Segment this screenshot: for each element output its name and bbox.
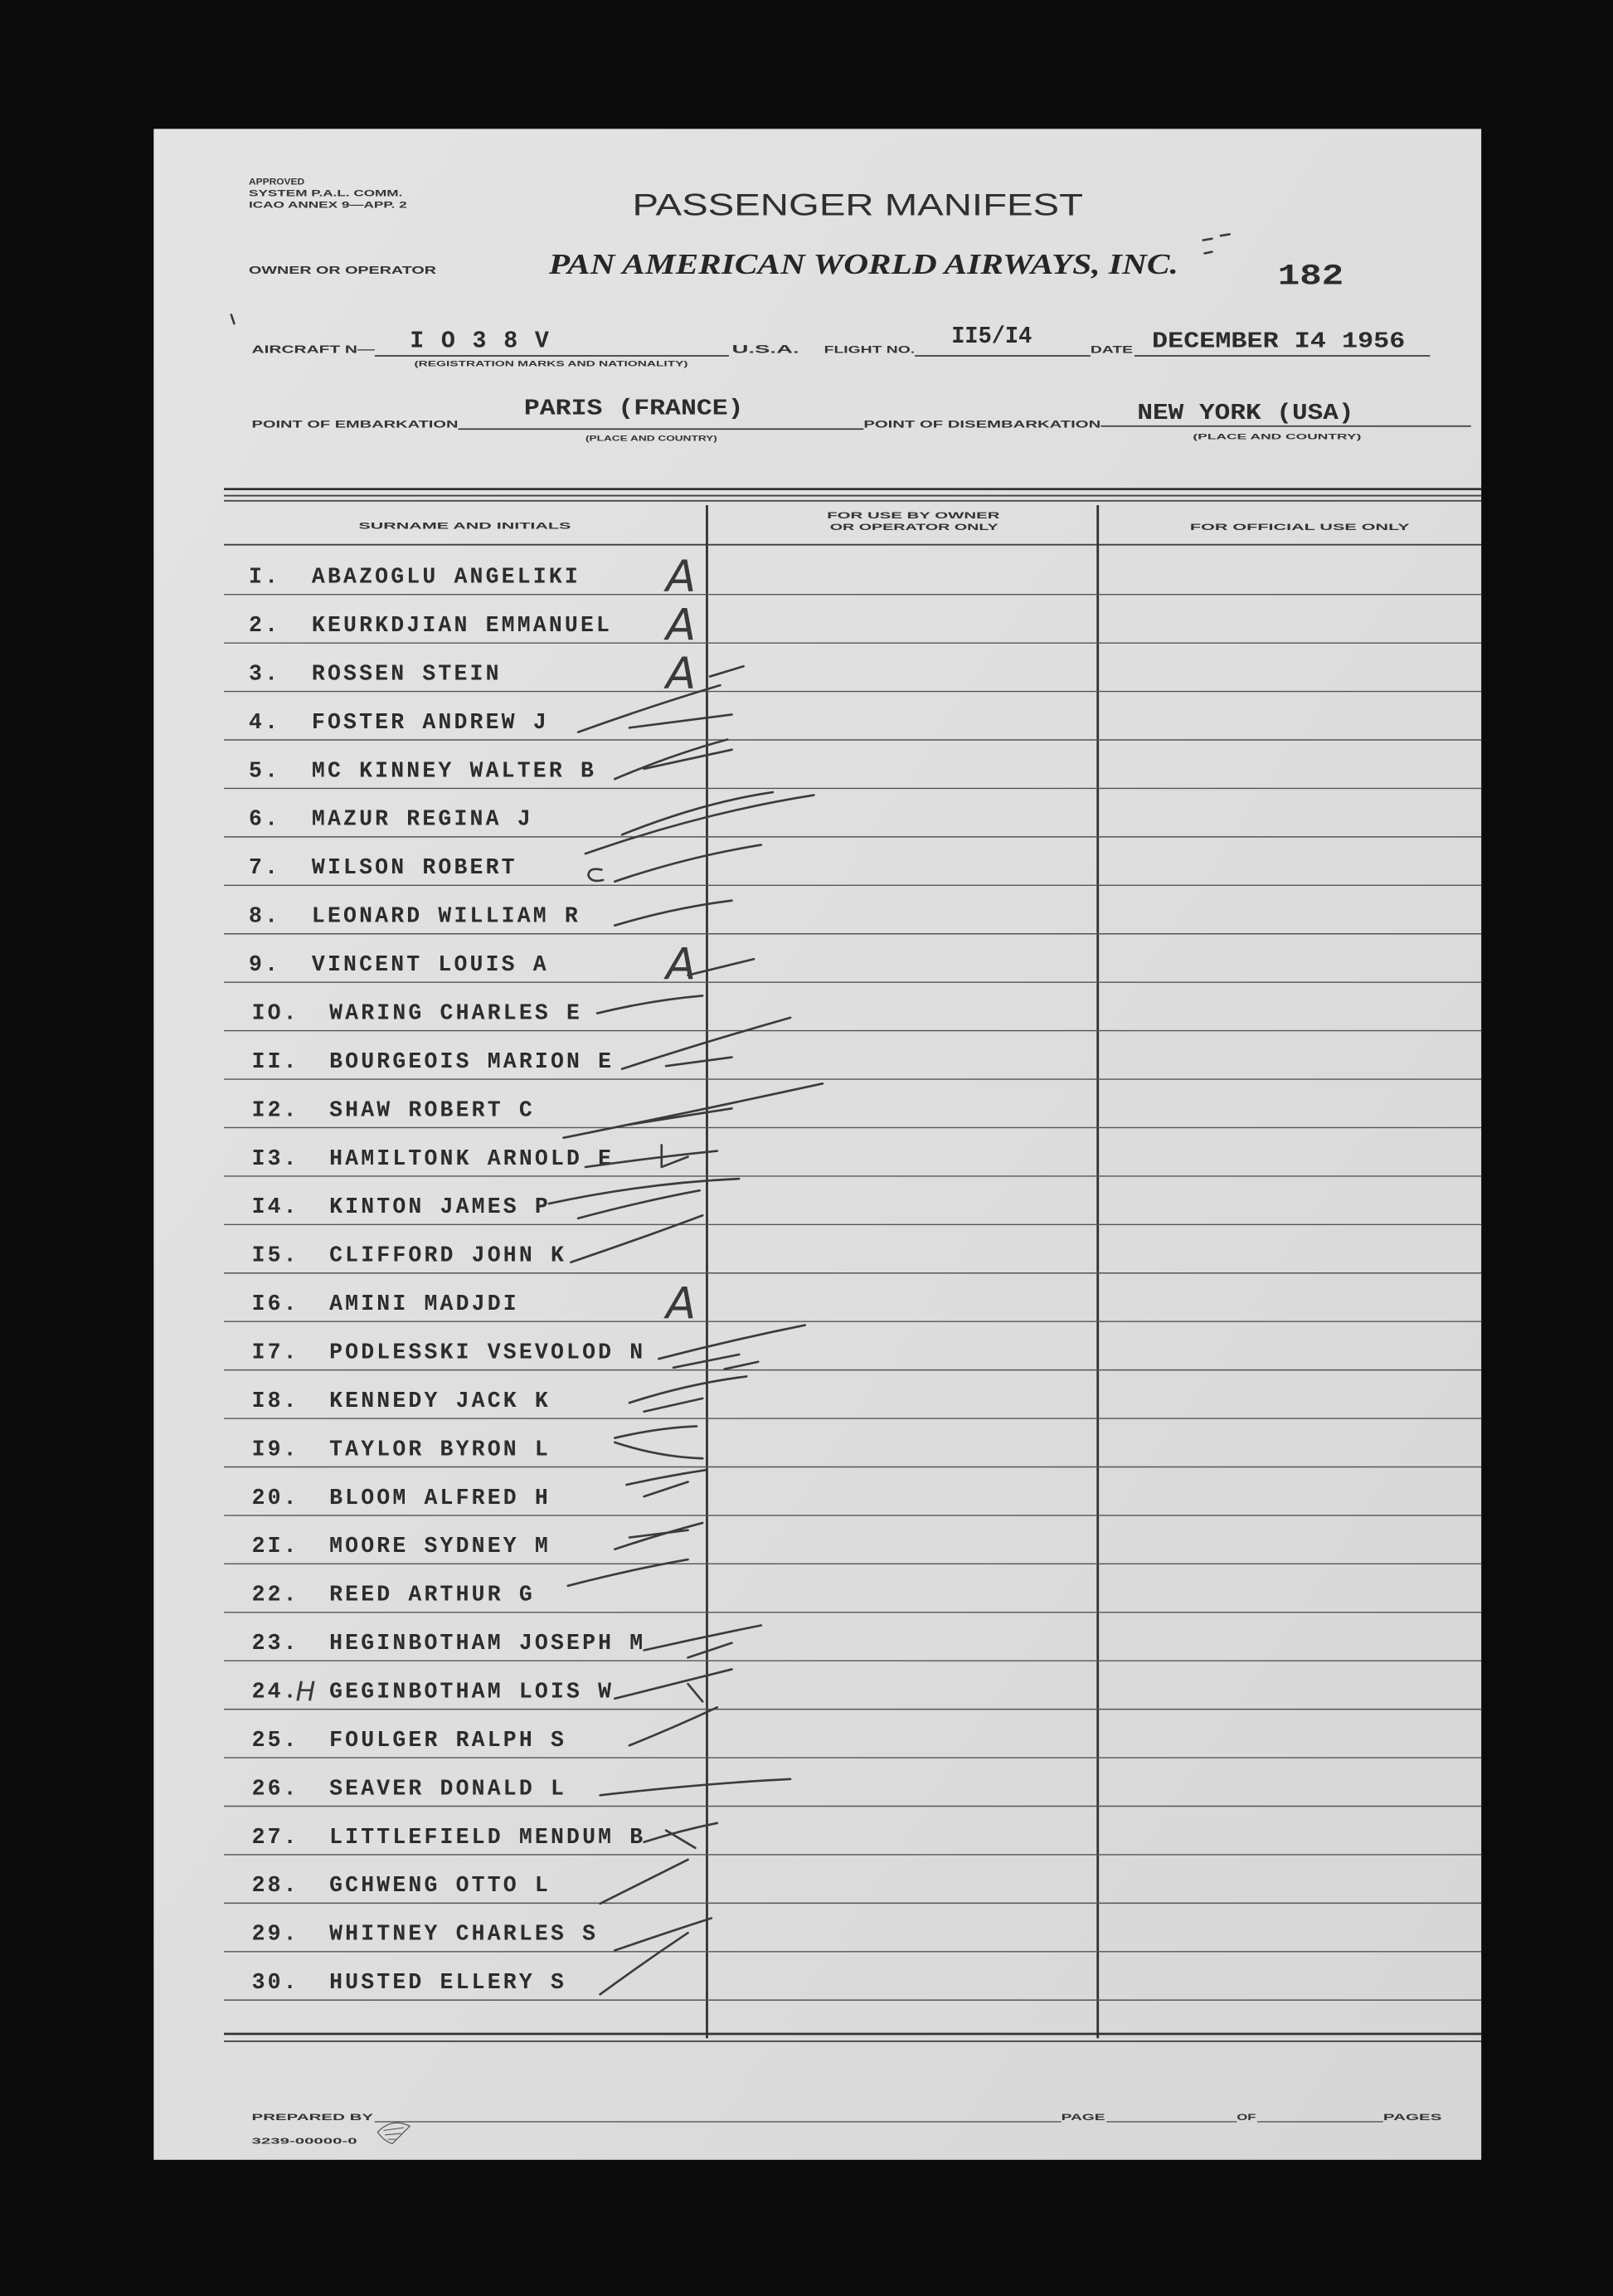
passenger-name: KINTON JAMES P: [329, 1194, 551, 1220]
table-row: [252, 1728, 566, 1753]
date-label: DATE: [1090, 343, 1134, 356]
handwritten-annotation: A: [666, 939, 697, 990]
page-title: PASSENGER MANIFEST: [632, 187, 1084, 222]
row-number: I8.: [251, 1388, 299, 1413]
passenger-name: LEONARD WILLIAM R: [311, 903, 581, 929]
table-row: [252, 1970, 566, 1995]
handwritten-correction: H: [295, 1677, 316, 1708]
table-row: [252, 1243, 566, 1268]
owner-label: OWNER OR OPERATOR: [249, 264, 437, 277]
passenger-name: BOURGEOIS MARION E: [329, 1048, 615, 1074]
passenger-name: HEGINBOTHAM JOSEPH M: [329, 1631, 646, 1656]
row-number: II.: [251, 1048, 299, 1074]
row-number: IO.: [251, 1000, 299, 1026]
passenger-name: GCHWENG OTTO L: [329, 1873, 551, 1899]
row-number: 3.: [249, 661, 281, 687]
table-row: [252, 1534, 551, 1559]
row-number: 20.: [251, 1485, 299, 1510]
passenger-name: LITTLEFIELD MENDUM B: [329, 1824, 646, 1850]
passenger-name: FOSTER ANDREW J: [311, 709, 549, 735]
flight-label: FLIGHT NO.: [824, 343, 916, 356]
row-number: 2I.: [251, 1534, 299, 1559]
row-number: I5.: [251, 1243, 299, 1268]
operator-name: PAN AMERICAN WORLD AIRWAYS, INC.: [547, 248, 1178, 281]
handwritten-annotation: A: [666, 600, 697, 651]
column-header-owner-use: OR OPERATOR ONLY: [829, 523, 999, 533]
row-number: I4.: [251, 1194, 299, 1220]
table-row: [252, 1776, 566, 1801]
passenger-name: PODLESSKI VSEVOLOD N: [329, 1340, 646, 1365]
passenger-name: FOULGER RALPH S: [329, 1727, 567, 1753]
passenger-name: MC KINNEY WALTER B: [311, 758, 597, 784]
table-row: [252, 1873, 551, 1898]
usa-label: U.S.A.: [731, 342, 799, 356]
embarkation-label: POINT OF EMBARKATION: [251, 418, 459, 430]
prepared-by-label: PREPARED BY: [251, 2113, 374, 2123]
column-header-surname: SURNAME AND INITIALS: [358, 521, 571, 532]
table-row: [252, 1486, 551, 1510]
row-number: 26.: [251, 1776, 299, 1802]
column-header-owner-use: FOR USE BY OWNER: [827, 510, 1001, 521]
form-number: 3239-00000-0: [251, 2137, 357, 2147]
row-number: 30.: [251, 1970, 299, 1996]
passenger-name: SEAVER DONALD L: [329, 1776, 567, 1802]
passenger-name: AMINI MADJDI: [329, 1292, 519, 1317]
table-row: [252, 1677, 615, 1707]
approval-line: ICAO ANNEX 9—APP. 2: [249, 200, 407, 211]
row-number: 6.: [249, 806, 281, 832]
row-number: 23.: [251, 1631, 299, 1656]
passenger-name: BLOOM ALFRED H: [329, 1485, 551, 1510]
row-number: 29.: [251, 1921, 299, 1947]
passenger-name: HUSTED ELLERY S: [329, 1970, 567, 1996]
passenger-name: KEURKDJIAN EMMANUEL: [311, 613, 613, 639]
passenger-name: CLIFFORD JOHN K: [329, 1243, 567, 1268]
passenger-name: VINCENT LOUIS A: [311, 952, 549, 978]
passenger-name: WHITNEY CHARLES S: [329, 1921, 599, 1947]
row-number: 22.: [251, 1582, 299, 1608]
table-row: [252, 1389, 551, 1413]
passenger-name: WARING CHARLES E: [329, 1000, 583, 1026]
aircraft-label: AIRCRAFT N—: [251, 343, 377, 356]
row-number: 2.: [249, 613, 281, 639]
approval-line: SYSTEM P.A.L. COMM.: [249, 188, 403, 199]
passenger-name: HAMILTONK ARNOLD E: [329, 1146, 615, 1171]
column-header-official: FOR OFFICIAL USE ONLY: [1189, 523, 1411, 533]
embarkation-place: PARIS (FRANCE): [523, 396, 744, 421]
row-number: I6.: [251, 1292, 299, 1317]
row-number: 28.: [251, 1873, 299, 1899]
row-number: I2.: [251, 1097, 299, 1123]
table-row: [252, 1097, 535, 1122]
row-number: 27.: [251, 1824, 299, 1850]
row-number: I3.: [251, 1146, 299, 1171]
passenger-name: WILSON ROBERT: [311, 855, 517, 881]
passenger-name: ABAZOGLU ANGELIKI: [311, 564, 581, 590]
passenger-name: TAYLOR BYRON L: [329, 1437, 551, 1462]
table-row: [252, 1437, 551, 1462]
handwritten-annotation: A: [666, 552, 697, 603]
row-number: 8.: [249, 903, 281, 929]
page-label: PAGE: [1061, 2113, 1106, 2123]
pages-label: PAGES: [1382, 2113, 1443, 2123]
passenger-name: KENNEDY JACK K: [329, 1388, 551, 1413]
passenger-name: ROSSEN STEIN: [311, 661, 502, 687]
row-number: 5.: [249, 758, 281, 784]
passenger-name: REED ARTHUR G: [329, 1582, 535, 1608]
page-stamp-number: 182: [1277, 260, 1344, 294]
aircraft-registration: IO38V: [410, 328, 549, 355]
of-label: OF: [1236, 2113, 1256, 2123]
place-caption: (PLACE AND COUNTRY): [1193, 432, 1362, 441]
row-number: I9.: [251, 1437, 299, 1462]
passenger-name: MAZUR REGINA J: [311, 806, 533, 832]
flight-number: II5/I4: [951, 323, 1032, 351]
handwritten-annotation: A: [666, 649, 697, 700]
disembarkation-place: NEW YORK (USA): [1137, 400, 1354, 426]
handwritten-annotation: A: [666, 1278, 697, 1330]
row-number: 25.: [251, 1727, 299, 1753]
registration-caption: (REGISTRATION MARKS AND NATIONALITY): [414, 359, 688, 368]
table-row: [252, 1194, 551, 1219]
row-number: I.: [249, 564, 281, 590]
flight-date: DECEMBER I4 1956: [1152, 328, 1406, 354]
disembarkation-label: POINT OF DISEMBARKATION: [863, 418, 1101, 430]
row-number: 4.: [249, 709, 281, 735]
row-number: 9.: [249, 952, 281, 978]
row-number: 24.: [251, 1679, 299, 1705]
row-number: I7.: [251, 1340, 299, 1365]
passenger-name: GEGINBOTHAM LOIS W: [329, 1679, 615, 1705]
passenger-name: SHAW ROBERT C: [329, 1097, 535, 1123]
passenger-name: MOORE SYDNEY M: [329, 1534, 551, 1559]
approval-line: APPROVED: [249, 177, 305, 187]
table-row: [252, 1583, 535, 1608]
row-number: 7.: [249, 855, 281, 881]
place-caption: (PLACE AND COUNTRY): [585, 434, 717, 443]
